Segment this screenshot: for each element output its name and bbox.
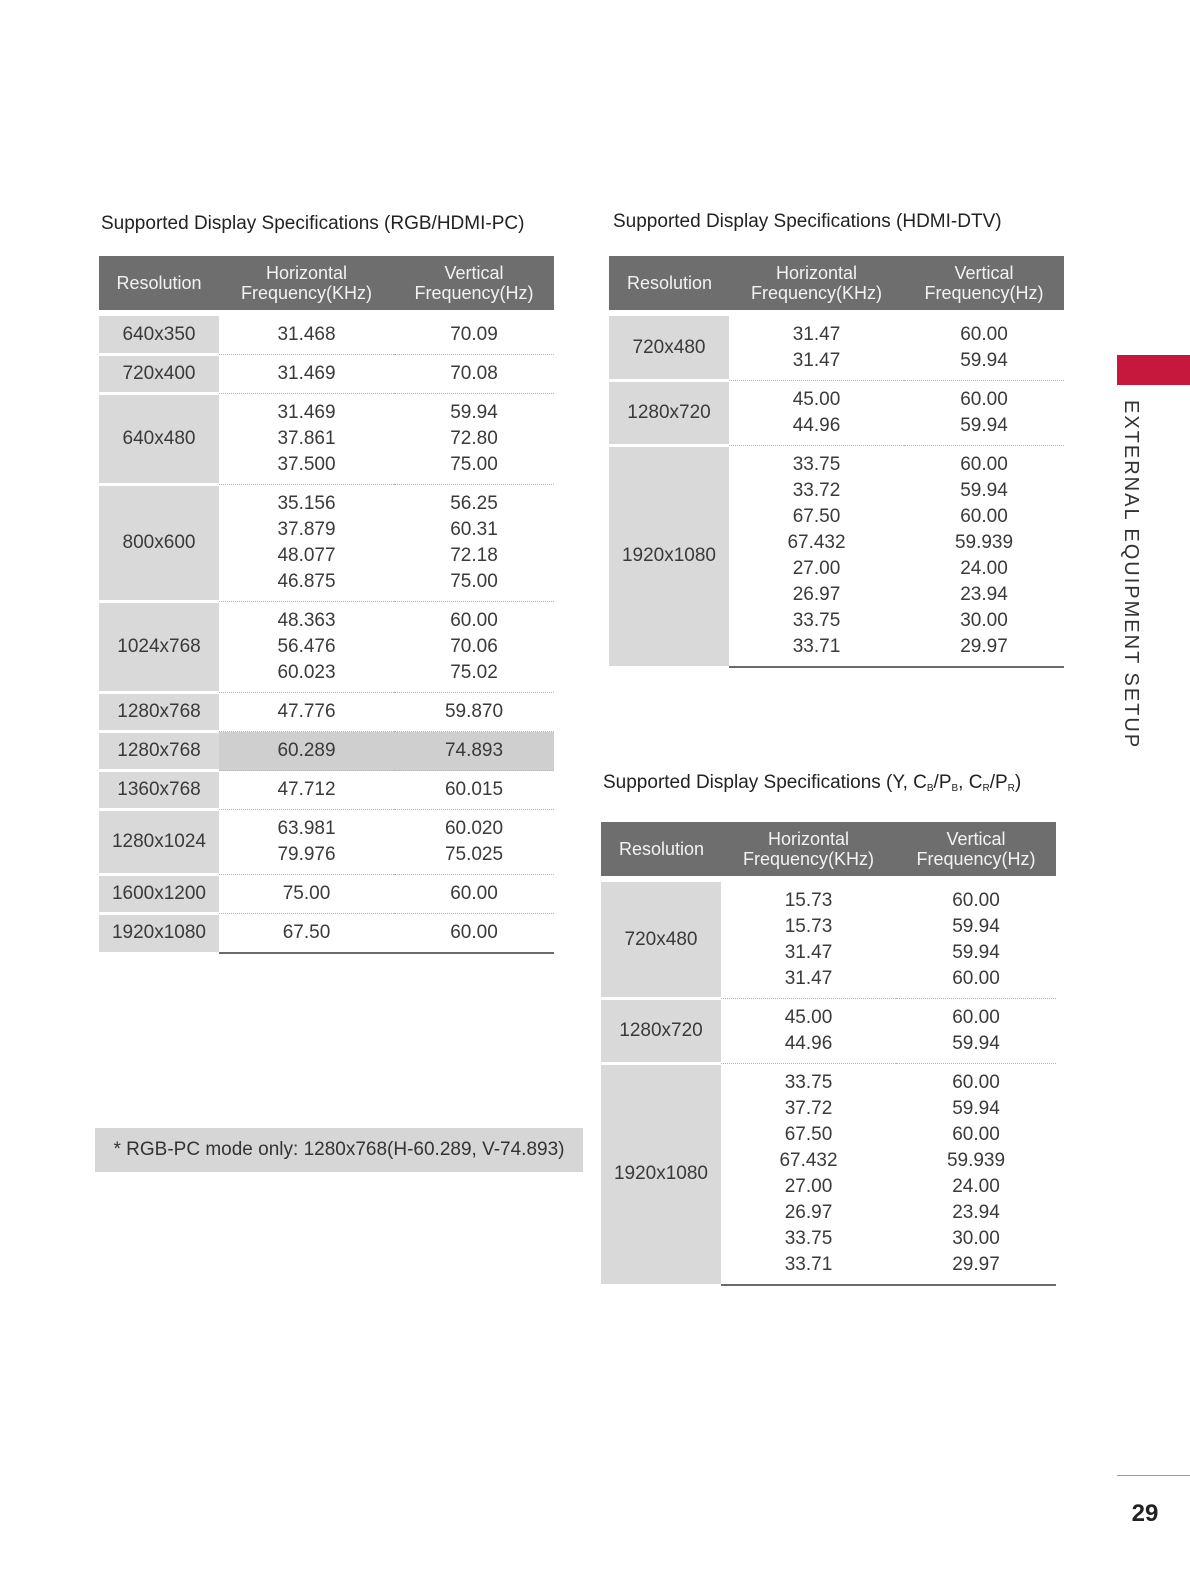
vertical-frequency-value: 56.25 xyxy=(450,493,498,514)
horizontal-frequency-cell xyxy=(219,316,394,355)
vertical-frequency-value: 59.94 xyxy=(960,350,1008,371)
horizontal-frequency-value: 27.00 xyxy=(784,1176,833,1197)
vertical-frequency-cell xyxy=(896,882,1056,999)
vertical-frequency-value: 59.870 xyxy=(444,701,504,722)
vertical-frequency-value: 60.00 xyxy=(960,454,1008,475)
vertical-frequency-cell xyxy=(394,693,554,732)
horizontal-frequency-cell xyxy=(219,693,394,732)
vertical-frequency-value: 70.08 xyxy=(450,363,498,384)
table-row xyxy=(99,485,554,602)
horizontal-frequency-value: 33.75 xyxy=(792,610,841,631)
horizontal-frequency-value: 35.156 xyxy=(277,493,336,514)
resolution-cell: 640x480 xyxy=(99,394,219,485)
horizontal-frequency-value: 37.72 xyxy=(784,1098,833,1119)
vertical-frequency-value: 59.939 xyxy=(954,532,1014,553)
vertical-frequency-value: 70.09 xyxy=(450,324,498,345)
vertical-frequency-value: 72.18 xyxy=(450,545,498,566)
horizontal-frequency-value: 31.47 xyxy=(792,324,841,345)
vertical-frequency-value: 60.00 xyxy=(450,883,498,904)
horizontal-frequency-value: 33.75 xyxy=(784,1072,833,1093)
vertical-frequency-value: 59.94 xyxy=(952,916,1000,937)
vertical-frequency-cell xyxy=(394,732,554,771)
vertical-frequency-cell xyxy=(896,999,1056,1064)
resolution-cell: 640x350 xyxy=(99,316,219,355)
table-row xyxy=(601,1064,1056,1286)
vertical-frequency-value: 23.94 xyxy=(960,584,1008,605)
vertical-frequency-cell xyxy=(394,810,554,875)
table-row xyxy=(99,810,554,875)
horizontal-frequency-cell xyxy=(219,485,394,602)
horizontal-frequency-value: 67.50 xyxy=(784,1124,833,1145)
horizontal-frequency-value: 63.981 xyxy=(277,818,336,839)
horizontal-frequency-value: 47.712 xyxy=(277,779,336,800)
vertical-frequency-cell xyxy=(896,1064,1056,1286)
vertical-frequency-value: 75.00 xyxy=(450,454,498,475)
table-header-row xyxy=(609,256,1064,310)
horizontal-frequency-value: 45.00 xyxy=(784,1007,833,1028)
resolution-cell: 720x480 xyxy=(609,316,729,381)
resolution-cell: 1360x768 xyxy=(99,771,219,810)
vertical-frequency-cell xyxy=(904,381,1064,446)
horizontal-frequency-value: 31.47 xyxy=(792,350,841,371)
vertical-frequency-value: 59.939 xyxy=(946,1150,1006,1171)
horizontal-frequency-value: 31.468 xyxy=(277,324,336,345)
page-number: 29 xyxy=(1131,1500,1159,1527)
table-row xyxy=(99,355,554,394)
resolution-cell: 1280x768 xyxy=(99,732,219,771)
vertical-frequency-value: 59.94 xyxy=(952,1033,1000,1054)
horizontal-frequency-cell xyxy=(219,394,394,485)
vertical-frequency-cell xyxy=(394,316,554,355)
vertical-frequency-value: 60.00 xyxy=(960,389,1008,410)
header-vertical: Vertical Frequency(Hz) xyxy=(904,256,1064,310)
horizontal-frequency-value: 33.72 xyxy=(792,480,841,501)
section-accent-tab xyxy=(1117,355,1190,385)
header-resolution: Resolution xyxy=(609,256,729,310)
vertical-frequency-value: 30.00 xyxy=(960,610,1008,631)
table-header-row xyxy=(99,256,554,310)
horizontal-frequency-value: 31.47 xyxy=(784,968,833,989)
horizontal-frequency-value: 48.077 xyxy=(277,545,336,566)
horizontal-frequency-value: 37.500 xyxy=(277,454,336,475)
table-row xyxy=(99,316,554,355)
horizontal-frequency-value: 44.96 xyxy=(784,1033,833,1054)
vertical-frequency-cell xyxy=(394,771,554,810)
horizontal-frequency-value: 33.71 xyxy=(784,1254,833,1275)
horizontal-frequency-value: 56.476 xyxy=(277,636,336,657)
resolution-cell: 1280x720 xyxy=(601,999,721,1064)
table-row xyxy=(601,882,1056,999)
horizontal-frequency-value: 26.97 xyxy=(784,1202,833,1223)
vertical-frequency-value: 60.31 xyxy=(450,519,498,540)
horizontal-frequency-value: 15.73 xyxy=(784,890,833,911)
table-row xyxy=(99,602,554,693)
resolution-cell: 1280x720 xyxy=(609,381,729,446)
vertical-frequency-cell xyxy=(394,875,554,914)
vertical-frequency-value: 29.97 xyxy=(952,1254,1000,1275)
vertical-frequency-value: 60.020 xyxy=(444,818,504,839)
table-row xyxy=(609,316,1064,381)
vertical-frequency-value: 29.97 xyxy=(960,636,1008,657)
vertical-frequency-value: 60.00 xyxy=(450,922,498,943)
rgb-table-title: Supported Display Specifications (RGB/HDMI-PC) xyxy=(101,213,525,234)
dtv-spec-table xyxy=(609,256,1064,669)
horizontal-frequency-value: 33.75 xyxy=(784,1228,833,1249)
table-row xyxy=(99,394,554,485)
table-row xyxy=(99,693,554,732)
horizontal-frequency-value: 37.879 xyxy=(277,519,336,540)
vertical-frequency-cell xyxy=(394,914,554,954)
horizontal-frequency-value: 45.00 xyxy=(792,389,841,410)
header-vertical: Vertical Frequency(Hz) xyxy=(394,256,554,310)
horizontal-frequency-cell xyxy=(729,381,904,446)
horizontal-frequency-cell xyxy=(219,771,394,810)
horizontal-frequency-value: 46.875 xyxy=(277,571,336,592)
vertical-frequency-value: 74.893 xyxy=(444,740,504,761)
vertical-frequency-value: 60.00 xyxy=(450,610,498,631)
component-spec-table xyxy=(601,822,1056,1287)
header-horizontal: Horizontal Frequency(KHz) xyxy=(219,256,394,310)
horizontal-frequency-cell xyxy=(219,355,394,394)
horizontal-frequency-value: 67.432 xyxy=(787,532,846,553)
table-row xyxy=(601,999,1056,1064)
footer-rule xyxy=(1117,1475,1190,1476)
dtv-table-title: Supported Display Specifications (HDMI-DTV) xyxy=(613,211,1002,232)
vertical-frequency-value: 60.00 xyxy=(960,324,1008,345)
horizontal-frequency-cell xyxy=(219,914,394,954)
table-row xyxy=(609,381,1064,446)
resolution-cell: 1920x1080 xyxy=(601,1064,721,1286)
vertical-frequency-value: 59.94 xyxy=(960,415,1008,436)
horizontal-frequency-value: 37.861 xyxy=(277,428,336,449)
vertical-frequency-value: 60.00 xyxy=(952,1072,1000,1093)
header-resolution: Resolution xyxy=(99,256,219,310)
resolution-cell: 1280x1024 xyxy=(99,810,219,875)
horizontal-frequency-cell xyxy=(219,875,394,914)
horizontal-frequency-value: 67.50 xyxy=(792,506,841,527)
horizontal-frequency-value: 31.469 xyxy=(277,363,336,384)
component-table-title: Supported Display Specifications (Y, $C_B/P_B$, $C_R/P_R$) xyxy=(603,772,1022,794)
horizontal-frequency-cell xyxy=(219,602,394,693)
rgb-pc-note: * RGB-PC mode only: 1280x768(H-60.289, V-74.893) xyxy=(95,1128,583,1172)
resolution-cell: 1280x768 xyxy=(99,693,219,732)
horizontal-frequency-value: 33.71 xyxy=(792,636,841,657)
horizontal-frequency-value: 79.976 xyxy=(277,844,336,865)
vertical-frequency-value: 59.94 xyxy=(960,480,1008,501)
vertical-frequency-value: 23.94 xyxy=(952,1202,1000,1223)
horizontal-frequency-value: 33.75 xyxy=(792,454,841,475)
horizontal-frequency-value: 67.432 xyxy=(779,1150,838,1171)
horizontal-frequency-value: 48.363 xyxy=(277,610,336,631)
horizontal-frequency-cell xyxy=(721,1064,896,1286)
vertical-frequency-cell xyxy=(394,485,554,602)
horizontal-frequency-cell xyxy=(729,316,904,381)
vertical-frequency-value: 60.015 xyxy=(444,779,504,800)
table-header-row xyxy=(601,822,1056,876)
horizontal-frequency-value: 15.73 xyxy=(784,916,833,937)
section-side-label: EXTERNAL EQUIPMENT SETUP xyxy=(1120,400,1142,750)
vertical-frequency-value: 60.00 xyxy=(952,1007,1000,1028)
horizontal-frequency-value: 31.469 xyxy=(277,402,336,423)
horizontal-frequency-value: 31.47 xyxy=(784,942,833,963)
vertical-frequency-cell xyxy=(394,355,554,394)
vertical-frequency-value: 75.00 xyxy=(450,571,498,592)
resolution-cell: 720x400 xyxy=(99,355,219,394)
vertical-frequency-cell xyxy=(904,446,1064,668)
header-horizontal: Horizontal Frequency(KHz) xyxy=(729,256,904,310)
vertical-frequency-value: 59.94 xyxy=(952,1098,1000,1119)
resolution-cell: 1600x1200 xyxy=(99,875,219,914)
horizontal-frequency-cell xyxy=(721,999,896,1064)
vertical-frequency-value: 59.94 xyxy=(450,402,498,423)
table-row xyxy=(99,875,554,914)
horizontal-frequency-value: 47.776 xyxy=(277,701,336,722)
horizontal-frequency-value: 75.00 xyxy=(282,883,331,904)
vertical-frequency-value: 59.94 xyxy=(952,942,1000,963)
vertical-frequency-cell xyxy=(394,394,554,485)
resolution-cell: 720x480 xyxy=(601,882,721,999)
table-row xyxy=(99,771,554,810)
vertical-frequency-value: 24.00 xyxy=(952,1176,1000,1197)
horizontal-frequency-cell xyxy=(729,446,904,668)
horizontal-frequency-value: 67.50 xyxy=(282,922,331,943)
horizontal-frequency-value: 27.00 xyxy=(792,558,841,579)
resolution-cell: 800x600 xyxy=(99,485,219,602)
vertical-frequency-value: 75.02 xyxy=(450,662,498,683)
resolution-cell: 1024x768 xyxy=(99,602,219,693)
table-row xyxy=(99,914,554,954)
horizontal-frequency-cell xyxy=(721,882,896,999)
resolution-cell: 1920x1080 xyxy=(99,914,219,954)
horizontal-frequency-cell xyxy=(219,732,394,771)
vertical-frequency-cell xyxy=(904,316,1064,381)
vertical-frequency-value: 72.80 xyxy=(450,428,498,449)
horizontal-frequency-value: 60.289 xyxy=(277,740,336,761)
header-resolution: Resolution xyxy=(601,822,721,876)
vertical-frequency-value: 60.00 xyxy=(952,968,1000,989)
vertical-frequency-cell xyxy=(394,602,554,693)
table-row xyxy=(609,446,1064,668)
horizontal-frequency-cell xyxy=(219,810,394,875)
vertical-frequency-value: 60.00 xyxy=(952,890,1000,911)
table-row xyxy=(99,732,554,771)
horizontal-frequency-value: 44.96 xyxy=(792,415,841,436)
vertical-frequency-value: 30.00 xyxy=(952,1228,1000,1249)
horizontal-frequency-value: 60.023 xyxy=(277,662,336,683)
rgb-spec-table xyxy=(99,256,554,955)
vertical-frequency-value: 70.06 xyxy=(450,636,498,657)
vertical-frequency-value: 60.00 xyxy=(960,506,1008,527)
vertical-frequency-value: 60.00 xyxy=(952,1124,1000,1145)
horizontal-frequency-value: 26.97 xyxy=(792,584,841,605)
header-vertical: Vertical Frequency(Hz) xyxy=(896,822,1056,876)
vertical-frequency-value: 75.025 xyxy=(444,844,504,865)
resolution-cell: 1920x1080 xyxy=(609,446,729,668)
vertical-frequency-value: 24.00 xyxy=(960,558,1008,579)
header-horizontal: Horizontal Frequency(KHz) xyxy=(721,822,896,876)
